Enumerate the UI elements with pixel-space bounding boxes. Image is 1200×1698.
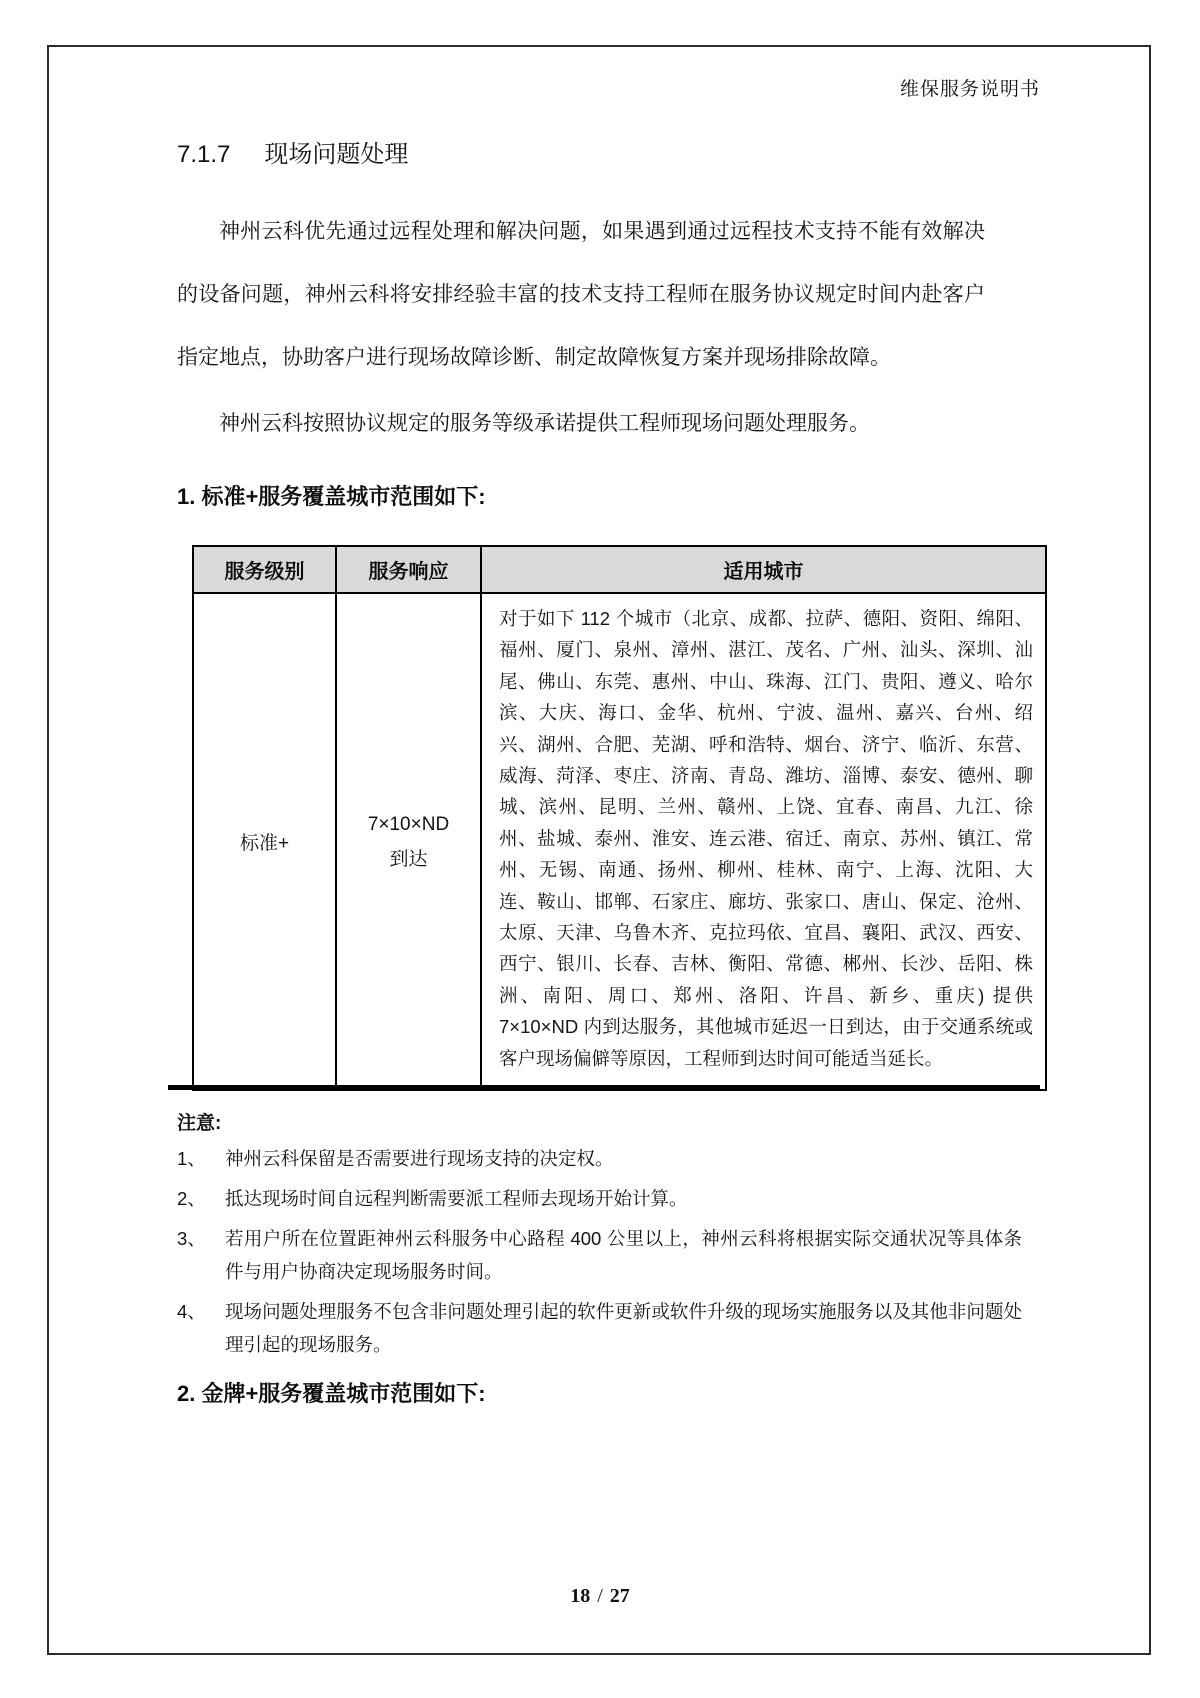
note-item-1 — [177, 1142, 1022, 1175]
column-header-applicable-cities: 适用城市 — [481, 546, 1046, 593]
note-text: 神州云科保留是否需要进行现场支持的决定权。 — [225, 1148, 614, 1169]
cell-service-response — [336, 593, 481, 1090]
notes-label: 注意: — [177, 1113, 222, 1134]
service-response-line1: 7×10×ND — [367, 813, 450, 835]
paragraph-remote-support: 神州云科优先通过远程处理和解决问题，如果遇到通过远程技术支持不能有效解决的设备问题，神州云科将安排经验丰富的技术支持工程师在服务协议规定时间内赴客户指定地点，协助客户进行现场故障诊断、制定故障恢复方案并现场排除故障。 — [177, 220, 985, 369]
note-item-2 — [177, 1182, 1022, 1215]
paragraph-service-level: 神州云科按照协议规定的服务等级承诺提供工程师现场问题处理服务。 — [219, 412, 870, 435]
section-title: 现场问题处理 — [264, 141, 409, 168]
table-header-row — [193, 546, 1046, 593]
notes-list — [177, 1142, 1022, 1368]
section-heading — [177, 134, 408, 169]
page-footer — [0, 1585, 1200, 1608]
note-text: 抵达现场时间自远程判断需要派工程师去现场开始计算。 — [225, 1188, 688, 1209]
document-header-title: 维保服务说明书 — [899, 79, 1040, 100]
section-divider-rule — [168, 1085, 1040, 1090]
page-number-separator: / — [597, 1585, 603, 1607]
heading-standard-coverage: 1. 标准+服务覆盖城市范围如下: — [177, 484, 486, 509]
cell-service-level: 标准+ — [193, 593, 336, 1090]
note-text: 现场问题处理服务不包含非问题处理引起的软件更新或软件升级的现场实施服务以及其他非问题处理引起的现场服务。 — [225, 1301, 1022, 1355]
note-item-3 — [177, 1222, 1022, 1288]
note-marker: 2、 — [177, 1188, 206, 1209]
note-marker: 4、 — [177, 1301, 206, 1322]
page-number-current: 18 — [570, 1585, 591, 1607]
note-item-4 — [177, 1295, 1022, 1361]
service-response-line2: 到达 — [389, 848, 428, 870]
heading-gold-coverage: 2. 金牌+服务覆盖城市范围如下: — [177, 1381, 486, 1406]
note-marker: 1、 — [177, 1148, 206, 1169]
note-marker: 3、 — [177, 1228, 206, 1249]
column-header-service-level: 服务级别 — [193, 546, 336, 593]
table-row — [193, 593, 1046, 1090]
service-coverage-table — [192, 545, 1047, 1091]
column-header-service-response: 服务响应 — [336, 546, 481, 593]
note-text: 若用户所在位置距神州云科服务中心路程 400 公里以上，神州云科将根据实际交通状况等具体条件与用户协商决定现场服务时间。 — [225, 1228, 1022, 1282]
section-number: 7.1.7 — [177, 141, 231, 168]
cell-applicable-cities: 对于如下 112 个城市（北京、成都、拉萨、德阳、资阳、绵阳、福州、厦门、泉州、漳州、湛江、茂名、广州、汕头、深圳、汕尾、佛山、东莞、惠州、中山、珠海、江门、贵阳、遵义、哈尔滨、大庆、海口、金华、杭州、宁波、温州、嘉兴、台州、绍兴、湖州、合肥、芜湖、呼和浩特、烟台、济宁、临沂、东营、威海、菏泽、枣庄、济南、青岛、潍坊、淄博、泰安、德州、聊城、滨州、昆明、兰州、赣州、上饶、宜春、南昌、九江、徐州、盐城、泰州、淮安、连云港、宿迁、南京、苏州、镇江、常州、无锡、南通、扬州、柳州、桂林、南宁、上海、沈阳、大连、鞍山、邯郸、石家庄、廊坊、张家口、唐山、保定、沧州、太原、天津、乌鲁木齐、克拉玛依、宜昌、襄阳、武汉、西安、西宁、银川、长春、吉林、衡阳、常德、郴州、长沙、岳阳、株洲、南阳、周口、郑州、洛阳、许昌、新乡、重庆) 提供 7×10×ND 内到达服务，其他城市延迟一日到达，由于交通系统或客户现场偏僻等原因，工程师到达时间可能适当延长。 — [481, 593, 1046, 1090]
page-number-total: 27 — [609, 1585, 630, 1607]
